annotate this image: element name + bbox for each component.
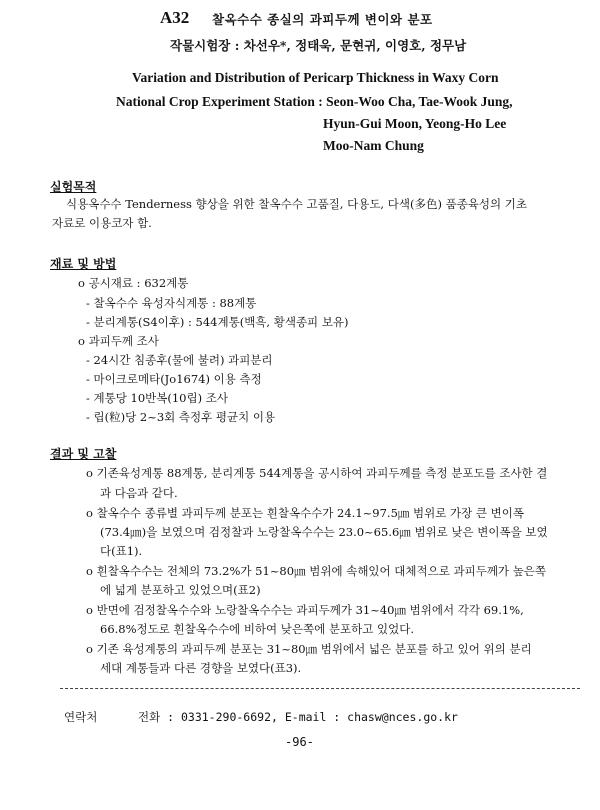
results-paragraph-line: o 기존육성계통 88계통, 분리계통 544계통을 공시하여 과피두께를 측정 분포도를 조사한 결 bbox=[86, 466, 548, 480]
footer-divider bbox=[60, 688, 580, 689]
results-paragraph-line: 에 넓게 분포하고 있었으며(표2) bbox=[100, 583, 261, 597]
results-paragraph-line: o 찰옥수수 종류별 과피두께 분포는 흰찰옥수수가 24.1~97.5㎛ 범위로 가장 큰 변이폭 bbox=[86, 506, 524, 520]
methods-item: - 분리계통(S4이후) : 544계통(백흑, 황색종피 보유) bbox=[86, 315, 349, 329]
results-paragraph-line: o 흰찰옥수수는 전체의 73.2%가 51~80㎛ 범위에 속해있어 대체적으로 과피두께가 높은쪽 bbox=[86, 564, 547, 578]
results-paragraph-line: 66.8%정도로 흰찰옥수수에 비하여 낮은쪽에 분포하고 있었다. bbox=[100, 622, 414, 636]
objective-line-1: 식용옥수수 Tenderness 향상을 위한 찰옥수수 고품질, 다용도, 다색(多色) 품종육성의 기초 bbox=[66, 197, 528, 211]
objective-line-2: 자료로 이용코자 함. bbox=[52, 216, 152, 230]
page-number: -96- bbox=[285, 735, 314, 749]
methods-item: - 마이크로메타(Jo1674) 이용 측정 bbox=[86, 372, 262, 386]
results-paragraph-line: 세대 계통들과 다른 경향을 보였다(표3). bbox=[100, 661, 302, 675]
results-heading: 결과 및 고찰 bbox=[50, 447, 117, 461]
contact-label: 연락처 bbox=[64, 710, 98, 724]
objective-heading: 실험목적 bbox=[50, 180, 97, 194]
korean-authors: 작물시험장 : 차선우*, 정태욱, 문현귀, 이영호, 정무남 bbox=[170, 38, 467, 53]
methods-item: - 24시간 침종후(물에 불려) 과피분리 bbox=[86, 353, 273, 367]
methods-item: o 공시재료 : 632계통 bbox=[78, 276, 189, 290]
methods-item: - 계통당 10반복(10립) 조사 bbox=[86, 391, 228, 405]
methods-heading: 재료 및 방법 bbox=[50, 257, 117, 271]
english-authors-line-2: Hyun-Gui Moon, Yeong-Ho Lee bbox=[323, 116, 507, 131]
contact-info: 전화 : 0331-290-6692, E-mail : chasw@nces.go.kr bbox=[138, 710, 458, 724]
results-paragraph-line: o 기존 육성계통의 과피두께 분포는 31~80㎛ 범위에서 넓은 분포를 하고 있어 위의 분리 bbox=[86, 642, 532, 656]
english-title: Variation and Distribution of Pericarp Thickness in Waxy Corn bbox=[132, 70, 499, 85]
korean-title: 찰옥수수 종실의 과피두께 변이와 분포 bbox=[212, 12, 433, 27]
results-paragraph-line: 과 다음과 같다. bbox=[100, 486, 178, 500]
results-paragraph-line: 다(표1). bbox=[100, 544, 143, 558]
results-paragraph-line: o 반면에 검정찰옥수수와 노랑찰옥수수는 과피두께가 31~40㎛ 범위에서 각각 69.1%, bbox=[86, 603, 524, 617]
methods-item: - 찰옥수수 육성자식계통 : 88계통 bbox=[86, 296, 257, 310]
results-paragraph-line: (73.4㎛)을 보였으며 검정찰과 노랑찰옥수수는 23.0~65.6㎛ 범위로 낮은 변이폭을 보였 bbox=[100, 525, 548, 539]
english-authors-line-3: Moo-Nam Chung bbox=[323, 138, 424, 153]
abstract-code: A32 bbox=[160, 8, 190, 27]
english-institution-authors: National Crop Experiment Station : Seon-Woo Cha, Tae-Wook Jung, bbox=[116, 94, 513, 109]
methods-item: o 과피두께 조사 bbox=[78, 334, 159, 348]
methods-item: - 립(粒)당 2~3회 측정후 평균치 이용 bbox=[86, 410, 276, 424]
